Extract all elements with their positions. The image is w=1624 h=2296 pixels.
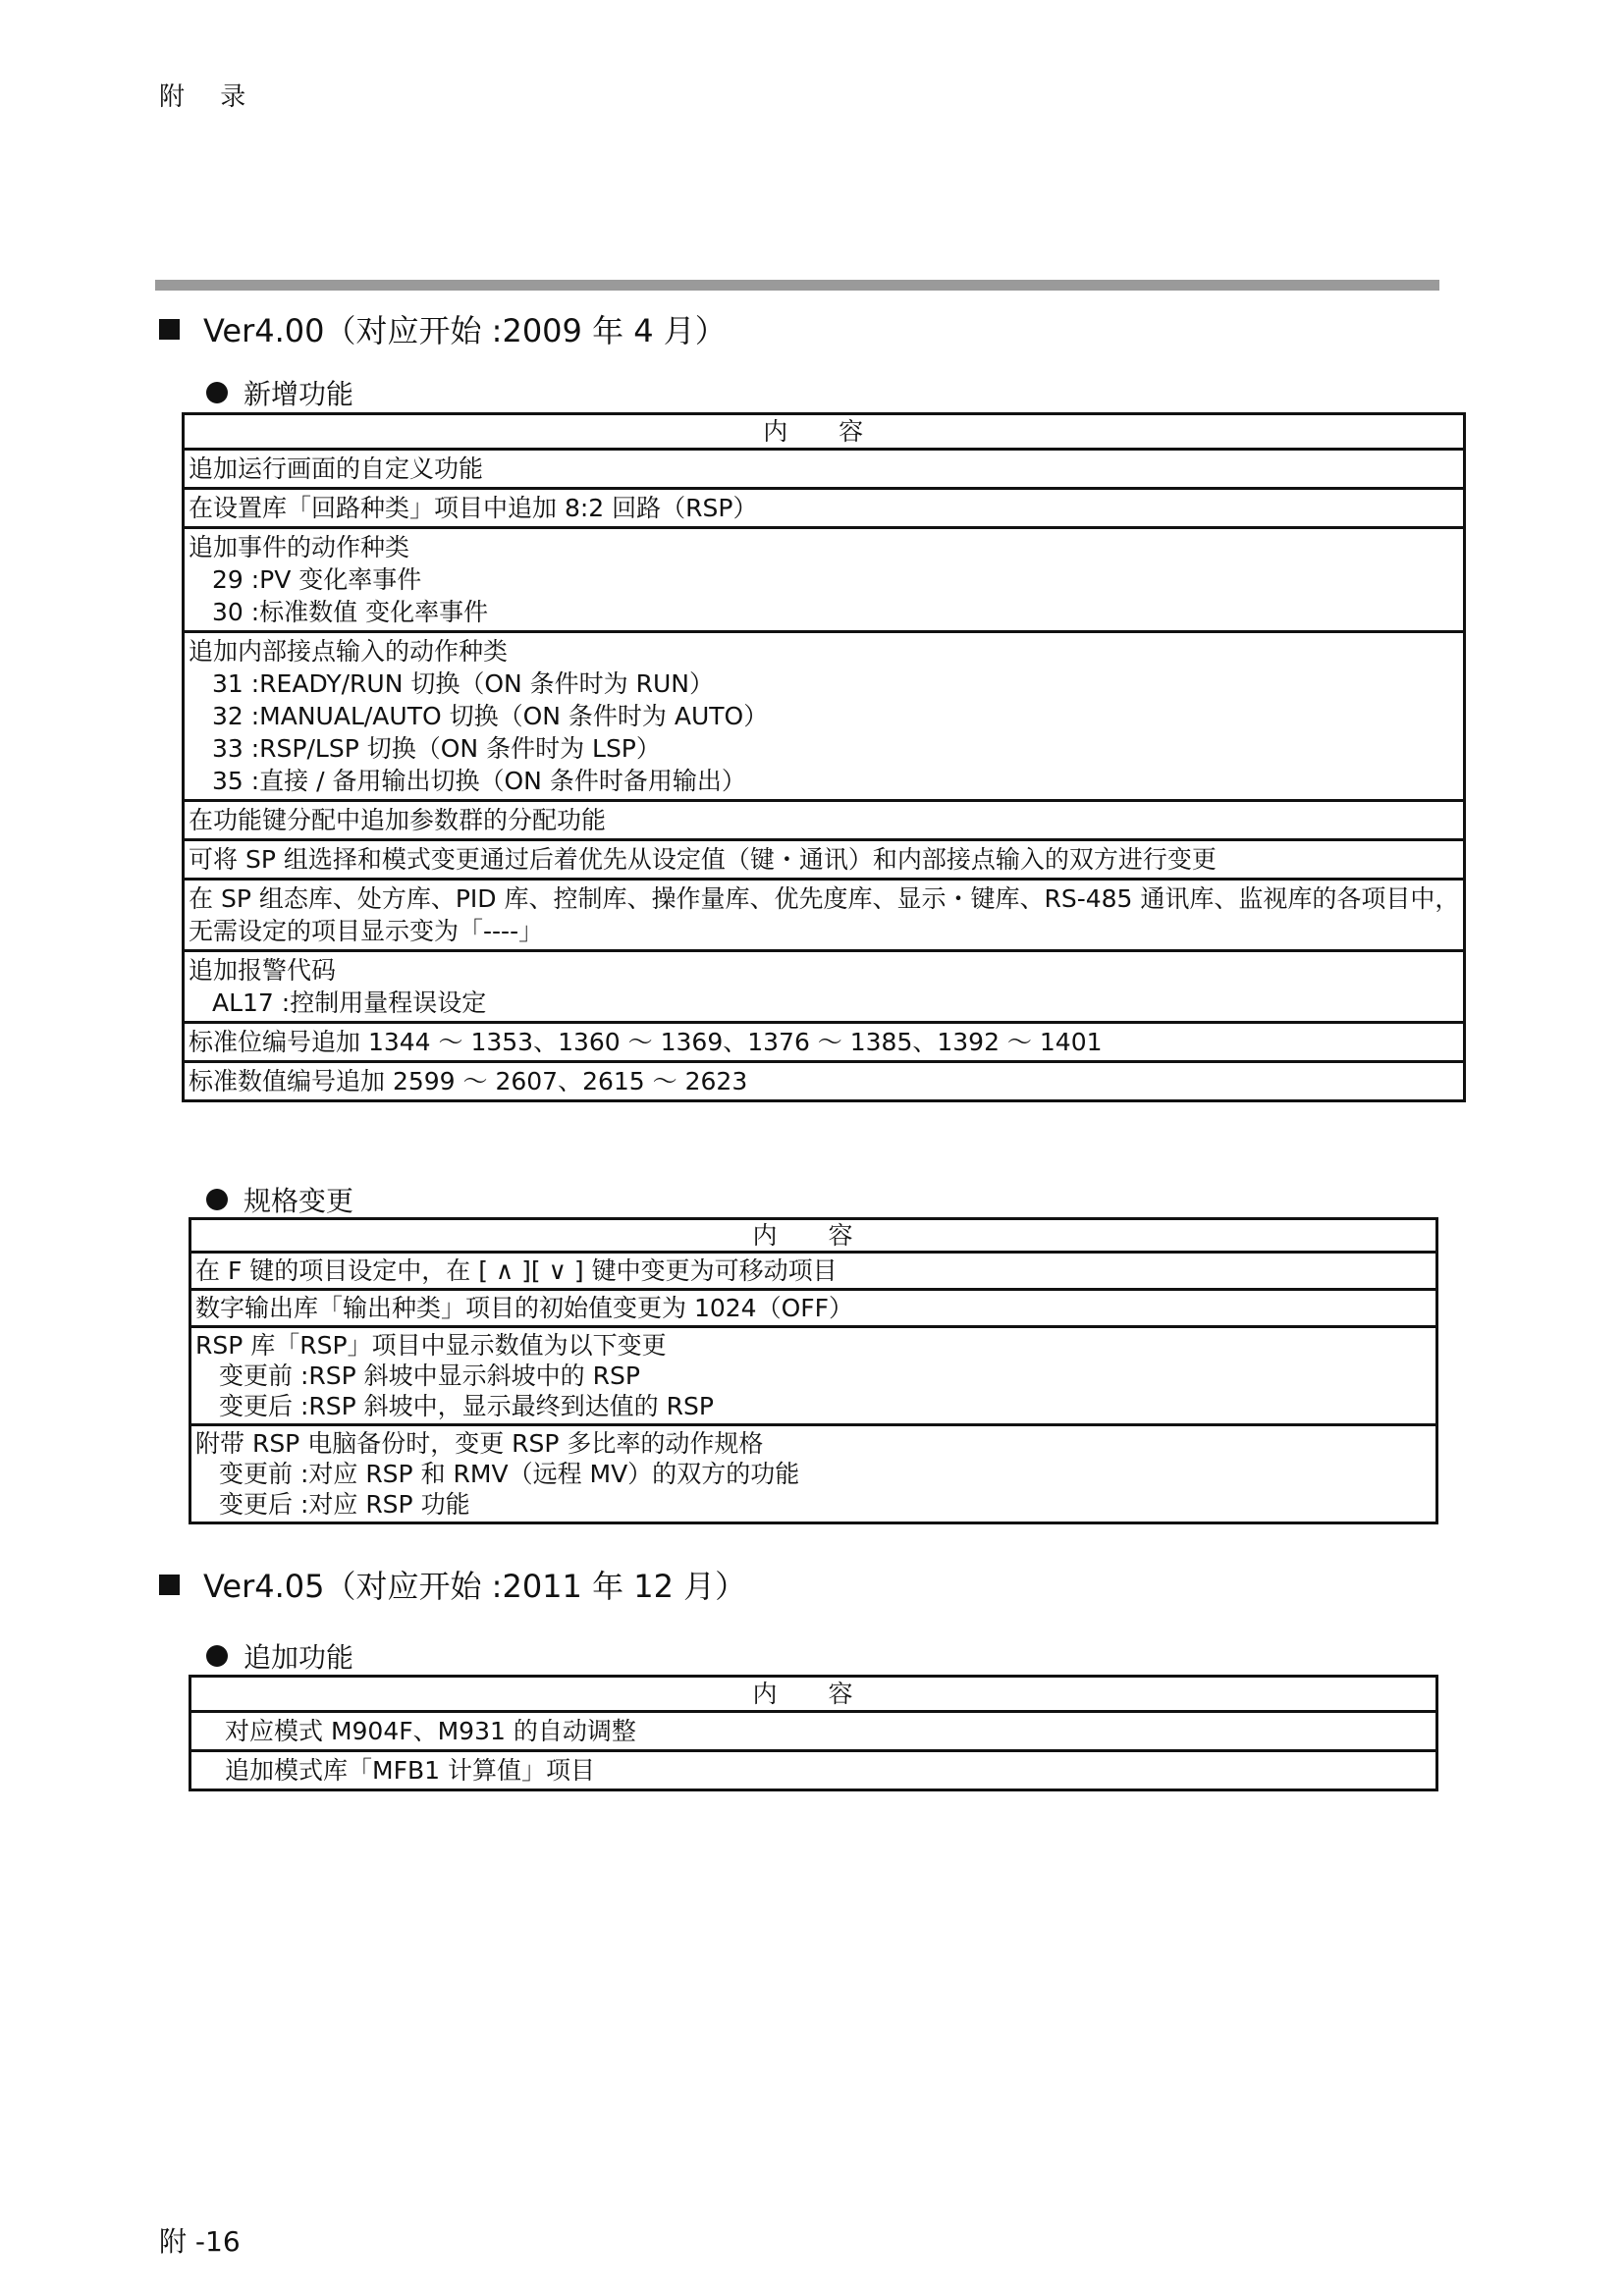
table-cell bbox=[190, 1327, 1437, 1425]
group-subtitle-text: 新增功能 bbox=[244, 378, 354, 410]
table-cell bbox=[184, 801, 1465, 840]
cell-line: 变更后 :对应 RSP 功能 bbox=[219, 1490, 470, 1519]
cell-line: 追加模式库「MFB1 计算值」项目 bbox=[225, 1756, 595, 1785]
content-table bbox=[189, 1675, 1438, 1791]
cell-line: AL17 :控制用量程误设定 bbox=[212, 988, 487, 1017]
table-header-cell: 内 容 bbox=[190, 1219, 1437, 1253]
group-subtitle bbox=[206, 1636, 353, 1676]
cell-line: 标准数值编号追加 2599 ～ 2607、2615 ～ 2623 bbox=[189, 1067, 748, 1095]
table-header-cell: 内 容 bbox=[190, 1677, 1437, 1712]
content-table bbox=[189, 1217, 1438, 1524]
cell-line: 变更后 :RSP 斜坡中，显示最终到达值的 RSP bbox=[219, 1392, 714, 1420]
table-header-row bbox=[184, 414, 1465, 450]
table-cell bbox=[184, 528, 1465, 632]
cell-line: 追加内部接点输入的动作种类 bbox=[189, 637, 509, 666]
table-cell bbox=[190, 1253, 1437, 1290]
cell-line: 33 :RSP/LSP 切换（ON 条件时为 LSP） bbox=[212, 734, 661, 763]
table-row bbox=[184, 840, 1465, 880]
table-body bbox=[190, 1677, 1437, 1790]
table-cell bbox=[184, 840, 1465, 880]
cell-line: 35 :直接 / 备用输出切换（ON 条件时备用输出） bbox=[212, 767, 746, 795]
cell-line: 在设置库「回路种类」项目中追加 8:2 回路（RSP） bbox=[189, 494, 758, 522]
cell-line: 在 SP 组态库、处方库、PID 库、控制库、操作量库、优先度库、显示・键库、RS-485 通讯库、监视库的各项目中， bbox=[189, 884, 1460, 913]
cell-line: 附带 RSP 电脑备份时，变更 RSP 多比率的动作规格 bbox=[195, 1429, 764, 1458]
cell-line: 在 F 键的项目设定中，在 [ ∧ ][ ∨ ] 键中变更为可移动项目 bbox=[195, 1256, 838, 1285]
section-title bbox=[159, 306, 727, 351]
table-row bbox=[184, 489, 1465, 528]
cell-line: 31 :READY/RUN 切换（ON 条件时为 RUN） bbox=[212, 669, 714, 698]
table-cell bbox=[190, 1712, 1437, 1751]
square-bullet-icon bbox=[159, 1575, 180, 1595]
cell-line: 无需设定的项目显示变为「----」 bbox=[189, 917, 544, 945]
cell-line: 可将 SP 组选择和模式变更通过后着优先从设定值（键・通讯）和内部接点输入的双方进行变更 bbox=[189, 845, 1217, 874]
table-row bbox=[184, 801, 1465, 840]
table-row bbox=[190, 1751, 1437, 1790]
cell-line: 数字输出库「输出种类」项目的初始值变更为 1024（OFF） bbox=[195, 1294, 854, 1322]
group-subtitle-text: 追加功能 bbox=[244, 1641, 354, 1674]
table-row bbox=[190, 1425, 1437, 1523]
group-subtitle bbox=[206, 373, 353, 412]
content-table bbox=[182, 412, 1466, 1102]
table-row bbox=[190, 1327, 1437, 1425]
cell-line: 标准位编号追加 1344 ～ 1353、1360 ～ 1369、1376 ～ 1385、1392 ～ 1401 bbox=[189, 1028, 1103, 1056]
table-body bbox=[190, 1219, 1437, 1523]
table-cell bbox=[184, 880, 1465, 951]
circle-bullet-icon bbox=[206, 382, 228, 403]
cell-line: 在功能键分配中追加参数群的分配功能 bbox=[189, 806, 607, 834]
cell-line: 对应模式 M904F、M931 的自动调整 bbox=[225, 1717, 636, 1745]
table-header-row bbox=[190, 1677, 1437, 1712]
table-row bbox=[184, 1023, 1465, 1062]
table-row bbox=[184, 632, 1465, 801]
table-row bbox=[184, 450, 1465, 489]
cell-line: 追加运行画面的自定义功能 bbox=[189, 454, 484, 483]
table-row bbox=[184, 528, 1465, 632]
group-subtitle bbox=[206, 1180, 353, 1219]
cell-line: 追加事件的动作种类 bbox=[189, 533, 410, 561]
table-cell bbox=[184, 1062, 1465, 1101]
cell-line: 29 :PV 变化率事件 bbox=[212, 565, 422, 594]
circle-bullet-icon bbox=[206, 1645, 228, 1667]
cell-line: 变更前 :RSP 斜坡中显示斜坡中的 RSP bbox=[219, 1362, 640, 1390]
table-row bbox=[184, 1062, 1465, 1101]
table-header-cell: 内 容 bbox=[184, 414, 1465, 450]
table-row bbox=[190, 1712, 1437, 1751]
table-row bbox=[184, 880, 1465, 951]
section-title-text: Ver4.05（对应开始 :2011 年 12 月） bbox=[203, 1568, 747, 1605]
table-cell bbox=[190, 1290, 1437, 1327]
square-bullet-icon bbox=[159, 319, 180, 340]
cell-line: 32 :MANUAL/AUTO 切换（ON 条件时为 AUTO） bbox=[212, 702, 769, 730]
table-cell bbox=[190, 1425, 1437, 1523]
cell-line: RSP 库「RSP」项目中显示数值为以下变更 bbox=[195, 1331, 667, 1360]
table-body bbox=[184, 414, 1465, 1101]
section-title bbox=[159, 1562, 746, 1607]
table-cell bbox=[184, 1023, 1465, 1062]
circle-bullet-icon bbox=[206, 1189, 228, 1210]
group-subtitle-text: 规格变更 bbox=[244, 1185, 354, 1217]
table-row bbox=[190, 1253, 1437, 1290]
page-number: 附 -16 bbox=[159, 2225, 241, 2258]
cell-line: 追加报警代码 bbox=[189, 956, 337, 985]
table-cell bbox=[184, 632, 1465, 801]
table-header-row bbox=[190, 1219, 1437, 1253]
cell-line: 变更前 :对应 RSP 和 RMV（远程 MV）的双方的功能 bbox=[219, 1460, 800, 1488]
table-cell bbox=[184, 951, 1465, 1023]
table-cell bbox=[184, 489, 1465, 528]
section-title-text: Ver4.00（对应开始 :2009 年 4 月） bbox=[203, 312, 727, 349]
table-cell bbox=[184, 450, 1465, 489]
header-title: 附 录 bbox=[159, 82, 260, 112]
section-divider bbox=[155, 280, 1439, 291]
table-row bbox=[184, 951, 1465, 1023]
table-cell bbox=[190, 1751, 1437, 1790]
cell-line: 30 :标准数值 变化率事件 bbox=[212, 598, 489, 626]
table-row bbox=[190, 1290, 1437, 1327]
